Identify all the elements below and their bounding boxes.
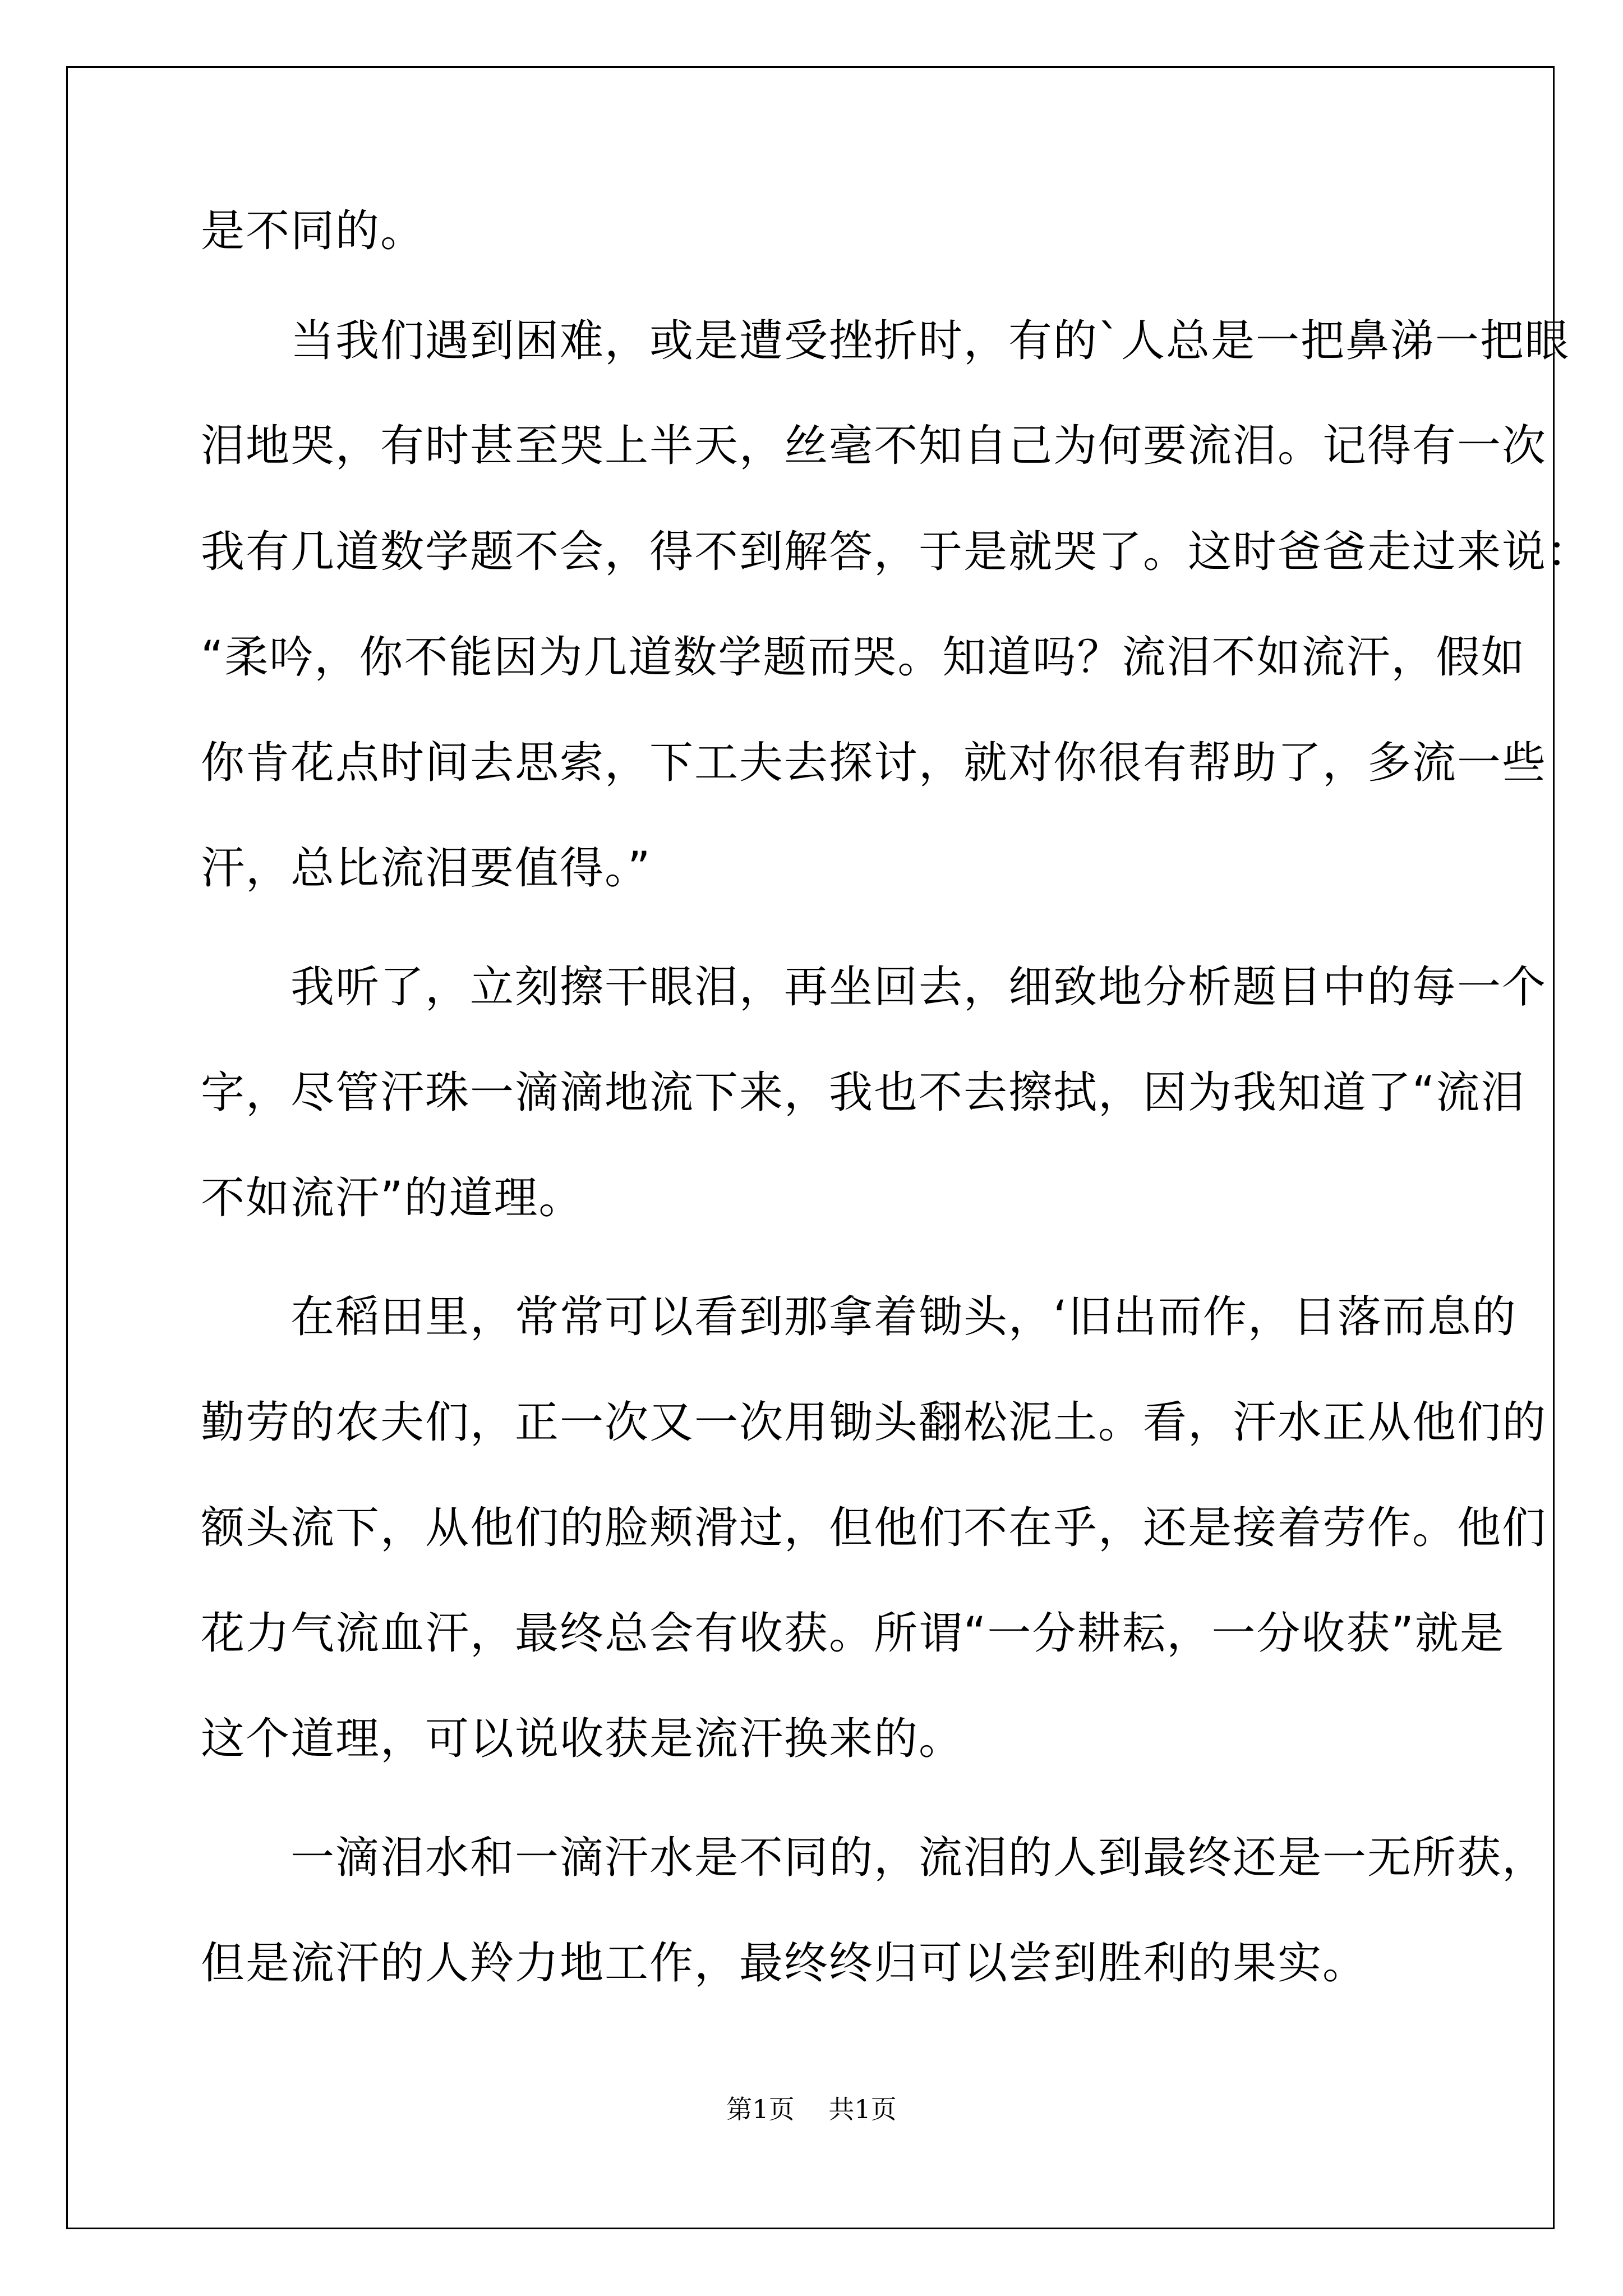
text-line: 我有几道数学题不会，得不到解答，于是就哭了。这时爸爸走过来说： — [201, 527, 1592, 577]
text-line: 但是流汗的人羚力地工作，最终终归可以尝到胜利的果实。 — [201, 1938, 1368, 1989]
text-line: 是不同的。 — [201, 206, 426, 256]
text-line: 不如流汗”的道理。 — [201, 1173, 584, 1223]
text-line: 你肯花点时间去思索，下工夫去探讨，就对你很有帮助了，多流一些 — [201, 738, 1547, 788]
text-line: 花力气流血汗，最终总会有收获。所谓“一分耕耘，一分收获”就是 — [201, 1608, 1505, 1659]
text-line: 当我们遇到困难，或是遭受挫折时，有的`人总是一把鼻涕一把眼 — [201, 316, 1570, 366]
text-line: 泪地哭，有时甚至哭上半天，丝毫不知自己为何要流泪。记得有一次 — [201, 421, 1547, 471]
text-line: 额头流下，从他们的脸颊滑过，但他们不在乎，还是接着劳作。他们 — [201, 1503, 1547, 1553]
text-line: 一滴泪水和一滴汗水是不同的，流泪的人到最终还是一无所获， — [201, 1833, 1547, 1883]
text-line: 勤劳的农夫们，正一次又一次用锄头翻松泥土。看，汗水正从他们的 — [201, 1397, 1547, 1448]
text-line: 在稻田里，常常可以看到那拿着锄头，‘旧出而作，日落而息的 — [201, 1292, 1517, 1342]
text-line: 字，尽管汗珠一滴滴地流下来，我也不去擦拭，因为我知道了“流泪 — [201, 1068, 1526, 1118]
text-line: 汗，总比流泪要值得。” — [201, 843, 652, 894]
page-footer — [0, 2087, 1623, 2132]
page-border — [66, 66, 1592, 2229]
page-number-current: 第1页 — [726, 2094, 795, 2124]
text-line: “柔吟，你不能因为几道数学题而哭。知道吗？流泪不如流汗，假如 — [201, 632, 1526, 683]
text-line: 我听了，立刻擦干眼泪，再坐回去，细致地分析题目中的每一个 — [201, 962, 1547, 1013]
page-number-total: 共1页 — [828, 2094, 897, 2124]
text-line: 这个道理，可以说收获是流汗换来的。 — [201, 1714, 964, 1764]
